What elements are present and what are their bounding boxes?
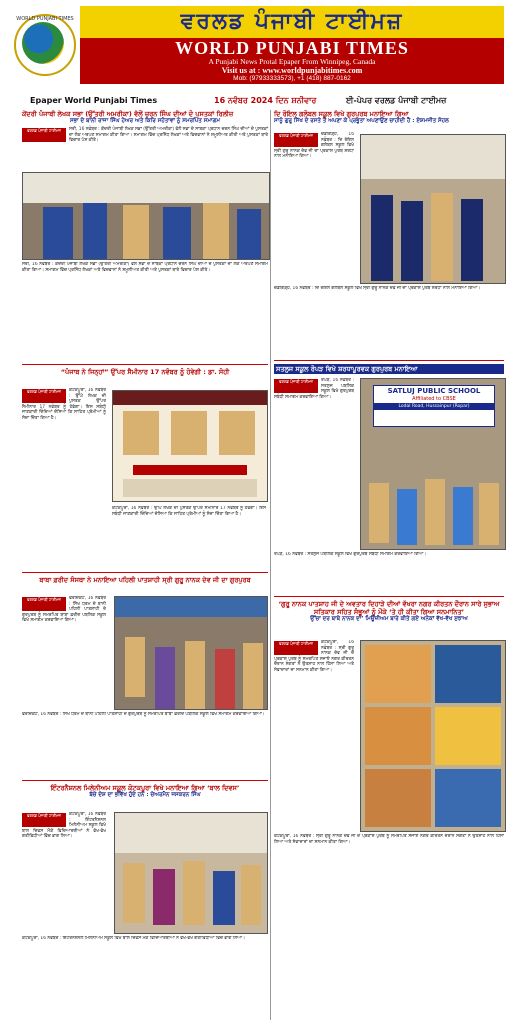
- article-baba-farid[interactable]: [22, 576, 268, 776]
- article-childrens-day[interactable]: [22, 784, 268, 1020]
- article-body: ਫਰੀਦਕੋਟ, 16 ਨਵੰਬਰ : ਸਿੱਖ ਧਰਮ ਦੇ ਬਾਨੀ ਪਹਿਲੀ ਪਾਤਸ਼ਾਹੀ ਦੇ ਗੁਰਪੁਰਬ ਨੂੰ ਸਮਰਪਿਤ ਬਾਬਾ ਫ਼ਰੀਦ ਪਬਲਿਕ ਸਕੂਲ ਵਿਖੇ ਸਮਾਗਮ ਕਰਵਾਇਆ ਗਿਆ।: [22, 596, 106, 624]
- publisher-badge: ਵਰਲਡ ਪੰਜਾਬੀ ਟਾਈਮਜ਼: [22, 597, 66, 611]
- school-event-photo: [114, 596, 268, 710]
- article-nagar-kirtan[interactable]: [274, 600, 504, 1020]
- title-punjabi: ਵਰਲਡ ਪੰਜਾਬੀ ਟਾਈਮਜ਼: [180, 8, 404, 34]
- article-body: ਰੋਪੜ, 16 ਨਵੰਬਰ : ਸਤਲੁਜ ਪਬਲਿਕ ਸਕੂਲ ਵਿਖੇ ਗੁਰਪੁਰਬ ਸਬੰਧੀ ਸਮਾਗਮ ਕਰਵਾਇਆ ਗਿਆ।: [274, 378, 354, 400]
- masthead-english-band: [80, 38, 504, 84]
- publisher-badge: ਵਰਲਡ ਪੰਜਾਬੀ ਟਾਈਮਜ਼: [22, 389, 66, 403]
- article-body-continued: ਚੰਡੀਗੜ੍ਹ, 16 ਨਵੰਬਰ : ਦਿ ਰੋਇਲ ਗਲੋਬਲ ਸਕੂਲ ਵਿਖੇ ਸ੍ਰੀ ਗੁਰੂ ਨਾਨਕ ਦੇਵ ਜੀ ਦਾ ਪ੍ਰਕਾਸ਼ ਪੁਰਬ ਸ਼ਰਧਾ ਨਾਲ ਮਨਾਇਆ ਗਿਆ।: [274, 286, 481, 291]
- dateline-right: ਈ-ਪੇਪਰ ਵਰਲਡ ਪੰਜਾਬੀ ਟਾਈਮਜ਼: [346, 96, 447, 105]
- dateline: [0, 94, 512, 108]
- article-body: ਸਰੀ, 16 ਨਵੰਬਰ : ਕੇਂਦਰੀ ਪੰਜਾਬੀ ਲੇਖਕ ਸਭਾ (ਉੱਤਰੀ ਅਮਰੀਕਾ) ਵੱਲੋਂ ਸਭਾ ਦੇ ਸਾਬਕਾ ਪ੍ਰਧਾਨ ਚਰਨ ਸਿੰਘ ਦੀਆਂ ਦੋ ਪੁਸਤਕਾਂ ਦਾ ਲੋਕ ਅਰਪਣ ਸਮਾਗਮ ਕੀਤਾ ਗਿਆ। ਸਮਾਗਮ ਵਿੱਚ ਪ੍ਰਸਿੱਧ ਲੇਖਕਾਂ ਅਤੇ ਵਿਦਵਾਨਾਂ ਨੇ ਸ਼ਮੂਲੀਅਤ ਕੀਤੀ ਅਤੇ ਪੁਸਤਕਾਂ ਬਾਰੇ ਵਿਚਾਰ ਪੇਸ਼ ਕੀਤੇ।: [69, 127, 268, 144]
- headline: ਇੰਟਰਨੈਸ਼ਨਲ ਮਿਲੇਨੀਅਮ ਸਕੂਲ ਕੋਟਕਪੂਰਾ ਵਿਖੇ ਮਨਾਇਆ ਗਿਆ ‘ਬਾਲ ਦਿਵਸ’: [50, 784, 240, 792]
- school-signboard: SATLUJ PUBLIC SCHOOL Affiliated to CBSE Lodal Road, Hussainpur (Ropar): [373, 385, 495, 427]
- childrens-day-photo: [114, 812, 268, 934]
- publisher-badge: ਵਰਲਡ ਪੰਜਾਬੀ ਟਾਈਮਜ਼: [22, 813, 66, 827]
- seminar-poster: [112, 390, 268, 502]
- article-satluj-school[interactable]: [274, 364, 504, 592]
- article-royal-global[interactable]: [274, 110, 504, 356]
- article-body-continued: ਕੋਟਕਪੂਰਾ, 16 ਨਵੰਬਰ : ਸ੍ਰੀ ਗੁਰੂ ਨਾਨਕ ਦੇਵ ਜੀ ਦੇ ਪ੍ਰਕਾਸ਼ ਪੁਰਬ ਨੂੰ ਸਮਰਪਿਤ ਸਜਾਏ ਨਗਰ ਕੀਰਤਨ ਦੌਰਾਨ ਸੰਗਤਾਂ ਨੇ ਉਤਸ਼ਾਹ ਨਾਲ ਹਿੱਸਾ ਲਿਆ ਅਤੇ ਸੇਵਾਦਾਰਾਂ ਦਾ ਸਨਮਾਨ ਕੀਤਾ ਗਿਆ।: [274, 834, 504, 845]
- dateline-left: Epaper World Punjabi Times: [30, 96, 158, 105]
- article-body: ਕੋਟਕਪੂਰਾ, 16 ਨਵੰਬਰ : ਉੱਘੇ ਲੇਖਕ ਦੀ ਪੁਸਤਕ ਉੱਪਰ ਸੈਮੀਨਾਰ 17 ਨਵੰਬਰ ਨੂੰ ਹੋਵੇਗਾ। ਇਸ ਸਬੰਧੀ ਜਾਣਕਾਰੀ ਦਿੰਦਿਆਂ ਦੱਸਿਆ ਕਿ ਸਾਹਿਤ ਪ੍ਰੇਮੀਆਂ ਨੂੰ ਸੱਦਾ ਦਿੱਤਾ ਗਿਆ ਹੈ।: [22, 388, 106, 421]
- headline: ਸਤਲੁਜ ਸਕੂਲ ਰੋਪੜ ਵਿਖੇ ਸ਼ਰਧਾਪੂਰਵਕ ਗੁਰਪੁਰਬ ਮਨਾਇਆ: [274, 364, 504, 374]
- tagline: A Punjabi News Protal Epaper From Winnipeg, Canada: [208, 57, 376, 66]
- article-body-continued: ਕੋਟਕਪੂਰਾ, 16 ਨਵੰਬਰ : ਇੰਟਰਨੈਸ਼ਨਲ ਮਿਲੇਨੀਅਮ ਸਕੂਲ ਵਿਖੇ ਬਾਲ ਦਿਵਸ ਮੌਕੇ ਵਿਦਿਆਰਥੀਆਂ ਨੇ ਵੱਖ-ਵੱਖ ਗਤੀਵਿਧੀਆਂ ਵਿੱਚ ਭਾਗ ਲਿਆ।: [22, 936, 245, 941]
- satluj-school-photo: [360, 378, 506, 550]
- event-photo: [22, 172, 270, 260]
- headline: ਦਿ ਰੋਇਲ ਗਲੋਬਲ ਸਕੂਲ ਵਿਖੇ ਗੁਰਪੁਰਬ ਮਨਾਇਆ ਗਿਆ: [274, 110, 409, 118]
- subhead: ਸਭਾ ਦੇ ਬਾਨੀ ਰਾਜਾ ਸਿੰਘ ਹੇਅਰ ਅਤੇ ਕਿਰਿ ਸਹੋਤਾਵਾਂ ਨੂੰ ਸਮਰਪਿਤ ਸਮਾਗਮ: [69, 118, 221, 124]
- publisher-badge: ਵਰਲਡ ਪੰਜਾਬੀ ਟਾਈਮਜ਼: [274, 379, 318, 393]
- website-link[interactable]: Visit us at : www.worldpunjabitimes.com: [221, 66, 363, 75]
- contact-numbers: Mob: (97933333573), +1 (418) 887-0162: [233, 75, 351, 82]
- article-seminar[interactable]: [22, 368, 268, 568]
- publisher-badge: ਵਰਲਡ ਪੰਜਾਬੀ ਟਾਈਮਜ਼: [22, 128, 66, 142]
- dateline-date: 16 ਨਵੰਬਰ 2024 ਦਿਨ ਸ਼ਨੀਵਾਰ: [214, 96, 317, 105]
- nagar-kirtan-collage: [360, 640, 506, 832]
- masthead-punjabi-band: [80, 6, 504, 38]
- school-students-photo: [360, 134, 506, 284]
- subhead: ਬੱਚੇ ਦੇਸ਼ ਦਾ ਭਵਿੱਖ ਹੁੰਦੇ ਹਨ : ਚੇਅਰਮੈਨ ਜਸਕਰਨ ਸਿੰਘ: [89, 792, 201, 798]
- headline: ਕੇਂਦਰੀ ਪੰਜਾਬੀ ਲੇਖਕ ਸਭਾ (ਉੱਤਰੀ ਅਮਰੀਕਾ) ਵੱਲੋਂ ਚਰਨ ਸਿੰਘ ਦੀਆਂ ਦੋ ਪੁਸਤਕਾਂ ਰਿਲੀਜ਼: [22, 110, 234, 118]
- article-body: ਚੰਡੀਗੜ੍ਹ, 16 ਨਵੰਬਰ : ਦਿ ਰੋਇਲ ਗਲੋਬਲ ਸਕੂਲ ਵਿਖੇ ਸ੍ਰੀ ਗੁਰੂ ਨਾਨਕ ਦੇਵ ਜੀ ਦਾ ਪ੍ਰਕਾਸ਼ ਪੁਰਬ ਸ਼ਰਧਾ ਨਾਲ ਮਨਾਇਆ ਗਿਆ।: [274, 132, 354, 160]
- globe-logo-icon: WORLD PUNJABI TIMES: [14, 14, 76, 76]
- subhead: ਉੱਚਾ ਦਰ ਬਾਬੇ ਨਾਨਕ ਦਾ’ ਮਿਊਜ਼ੀਅਮ ਬਾਰੇ ਕੀਤੇ ਗਏ ਅਨੇਕਾਂ ਵੱਖ-ਵੱਖ ਸੁਝਾਅ: [310, 616, 468, 622]
- article-body-continued: ਫਰੀਦਕੋਟ, 16 ਨਵੰਬਰ : ਸਿੱਖ ਧਰਮ ਦੇ ਬਾਨੀ ਪਹਿਲੀ ਪਾਤਸ਼ਾਹੀ ਦੇ ਗੁਰਪੁਰਬ ਨੂੰ ਸਮਰਪਿਤ ਬਾਬਾ ਫ਼ਰੀਦ ਪਬਲਿਕ ਸਕੂਲ ਵਿਖੇ ਸਮਾਗਮ ਕਰਵਾਇਆ ਗਿਆ।: [22, 712, 265, 717]
- article-body: ਕੋਟਕਪੂਰਾ, 16 ਨਵੰਬਰ : ਇੰਟਰਨੈਸ਼ਨਲ ਮਿਲੇਨੀਅਮ ਸਕੂਲ ਵਿਖੇ ਬਾਲ ਦਿਵਸ ਮੌਕੇ ਵਿਦਿਆਰਥੀਆਂ ਨੇ ਵੱਖ-ਵੱਖ ਗਤੀਵਿਧੀਆਂ ਵਿੱਚ ਭਾਗ ਲਿਆ।: [22, 812, 106, 840]
- article-body-continued: ਰੋਪੜ, 16 ਨਵੰਬਰ : ਸਤਲੁਜ ਪਬਲਿਕ ਸਕੂਲ ਵਿਖੇ ਗੁਰਪੁਰਬ ਸਬੰਧੀ ਸਮਾਗਮ ਕਰਵਾਇਆ ਗਿਆ।: [274, 552, 427, 557]
- headline: ‘ਗੁਰੂ ਨਾਨਕ ਪਾਤਸ਼ਾਹ ਜੀ ਦੇ ਅਵਤਾਰ ਦਿਹਾੜੇ ਦੀਆਂ ਵੱਖਰਾ ਨਗਰ ਕੀਰਤਨ ਦੌਰਾਨ ਸਾਰੇ ਸੁਭਾਅ ਸਤਿਕਾਰ ਸਹਿਤ ਸੰਭੂਆਂ ਨੂੰ ਮੌਕੇ ‘ਤੇ ਹੀ ਕੀਤਾ ਗਿਆ ਸਨਮਾਨਿਤ’: [278, 600, 500, 616]
- article-body: ਕੋਟਕਪੂਰਾ, 16 ਨਵੰਬਰ : ਸ੍ਰੀ ਗੁਰੂ ਨਾਨਕ ਦੇਵ ਜੀ ਦੇ ਪ੍ਰਕਾਸ਼ ਪੁਰਬ ਨੂੰ ਸਮਰਪਿਤ ਸਜਾਏ ਨਗਰ ਕੀਰਤਨ ਦੌਰਾਨ ਸੰਗਤਾਂ ਨੇ ਉਤਸ਼ਾਹ ਨਾਲ ਹਿੱਸਾ ਲਿਆ ਅਤੇ ਸੇਵਾਦਾਰਾਂ ਦਾ ਸਨਮਾਨ ਕੀਤਾ ਗਿਆ।: [274, 640, 354, 673]
- title-english: WORLD PUNJABI TIMES: [175, 38, 409, 58]
- publisher-badge: ਵਰਲਡ ਪੰਜਾਬੀ ਟਾਈਮਜ਼: [274, 133, 318, 147]
- masthead: [0, 0, 512, 90]
- headline: ਬਾਬਾ ਫ਼ਰੀਦ ਸੰਸਥਾ ਨੇ ਮਨਾਇਆ ਪਹਿਲੀ ਪਾਤਸ਼ਾਹੀ ਸ੍ਰੀ ਗੁਰੂ ਨਾਨਕ ਦੇਵ ਜੀ ਦਾ ਗੁਰਪੁਰਬ: [39, 576, 251, 584]
- article-body-continued: ਕੋਟਕਪੂਰਾ, 16 ਨਵੰਬਰ : ਉੱਘੇ ਲੇਖਕ ਦੀ ਪੁਸਤਕ ਉੱਪਰ ਸੈਮੀਨਾਰ 17 ਨਵੰਬਰ ਨੂੰ ਹੋਵੇਗਾ। ਇਸ ਸਬੰਧੀ ਜਾਣਕਾਰੀ ਦਿੰਦਿਆਂ ਦੱਸਿਆ ਕਿ ਸਾਹਿਤ ਪ੍ਰੇਮੀਆਂ ਨੂੰ ਸੱਦਾ ਦਿੱਤਾ ਗਿਆ ਹੈ।: [112, 506, 266, 517]
- subhead: ਸਾਨੂੰ ਗੁਰੂ ਸਿੱਖ ਦੇ ਰਸਤੇ ਤੇ ਅਪਣਾ ਕੇ ਪ੍ਰਭੂਤਾ ਅਪਣਾਉਣ ਚਾਹੀਦੀ ਹੈ : ਏਸ਼ਮਜੀਤ ਸੋਹਲ: [274, 118, 449, 124]
- column-divider: [270, 110, 271, 1020]
- headline: “ਪੰਜਾਬ ਨੇ ਜਿਨ੍ਹਾਂ” ਉੱਪਰ ਸੈਮੀਨਾਰ 17 ਨਵੰਬਰ ਨੂੰ ਹੋਵੇਗੀ : ਡਾ. ਸੋਹੀ: [60, 368, 230, 376]
- publisher-badge: ਵਰਲਡ ਪੰਜਾਬੀ ਟਾਈਮਜ਼: [274, 641, 318, 655]
- article-body-continued: ਸਰੀ, 16 ਨਵੰਬਰ : ਕੇਂਦਰੀ ਪੰਜਾਬੀ ਲੇਖਕ ਸਭਾ (ਉੱਤਰੀ ਅਮਰੀਕਾ) ਵੱਲੋਂ ਸਭਾ ਦੇ ਸਾਬਕਾ ਪ੍ਰਧਾਨ ਚਰਨ ਸਿੰਘ ਦੀਆਂ ਦੋ ਪੁਸਤਕਾਂ ਦਾ ਲੋਕ ਅਰਪਣ ਸਮਾਗਮ ਕੀਤਾ ਗਿਆ। ਸਮਾਗਮ ਵਿੱਚ ਪ੍ਰਸਿੱਧ ਲੇਖਕਾਂ ਅਤੇ ਵਿਦਵਾਨਾਂ ਨੇ ਸ਼ਮੂਲੀਅਤ ਕੀਤੀ ਅਤੇ ਪੁਸਤਕਾਂ ਬਾਰੇ ਵਿਚਾਰ ਪੇਸ਼ ਕੀਤੇ।: [22, 262, 268, 273]
- article-book-release[interactable]: [22, 110, 268, 360]
